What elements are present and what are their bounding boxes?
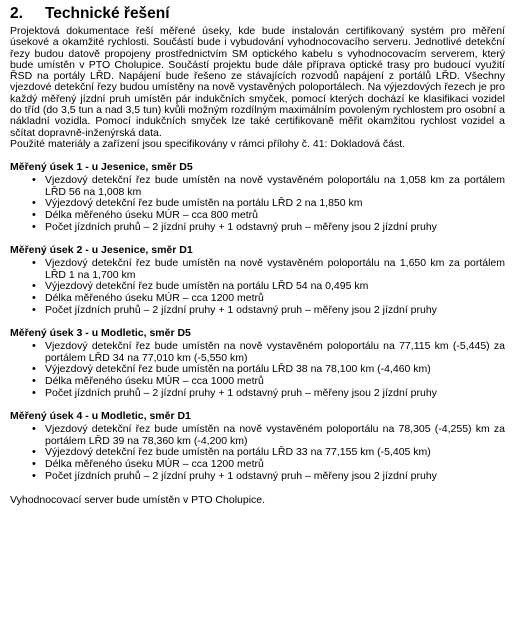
bullet-list [10,424,505,482]
section-title: Technické řešení [44,5,170,22]
bullet-item: • Vjezdový detekční řez bude umístěn na nově vystavěném poloportálu na 77,115 km (-5,445) za portálem LŘD 34 na 77,010 km (-5,550 km) [32,341,505,364]
bullet-list [10,175,505,233]
bullet-item: • Délka měřeného úseku MÚR – cca 1200 metrů [32,293,505,305]
measured-section-4 [10,410,505,482]
bullet-item: • Výjezdový detekční řez bude umístěn na portálu LŘD 2 na 1,850 km [32,198,505,210]
bullet-list [10,341,505,399]
measured-section-title: Měřený úsek 4 - u Modletic, směr D1 [10,410,191,423]
bullet-item: • Vjezdový detekční řez bude umístěn na nově vystavěném poloportálu na 1,650 km za portálem LŘD 1 na 1,700 km [32,258,505,281]
bullet-item: • Výjezdový detekční řez bude umístěn na portálu LŘD 33 na 77,155 km (-5,405 km) [32,447,505,459]
bullet-item: • Délka měřeného úseku MÚR – cca 1200 metrů [32,459,505,471]
bullet-item: • Počet jízdních pruhů – 2 jízdní pruhy + 1 odstavný pruh – měřeny jsou 2 jízdní pruhy [32,471,505,483]
bullet-item: • Délka měřeného úseku MÚR – cca 800 metrů [32,210,505,222]
measured-section-3 [10,327,505,399]
measured-section-title: Měřený úsek 3 - u Modletic, směr D5 [10,327,191,340]
section-heading [10,4,505,23]
bullet-item: • Výjezdový detekční řez bude umístěn na portálu LŘD 38 na 78,100 km (-4,460 km) [32,364,505,376]
bullet-list [10,258,505,316]
intro-paragraph: Projektová dokumentace řeší měřené úseky, kde bude instalován certifikovaný systém pro měření úsekové a okamžité rychlosti. Součástí bude i vybudování vyhodnocovacího serveru. Jednotlivé detekční řezy budou datově propojeny prostřednictvím SM optického kabelu s vyhodnocovacím serverem, který bude umístěn v PTO Cholupice. Součástí projektu bude dále příprava optické trasy pro budoucí využití ŘSD na portály LŘD. Napájení bude řešeno ze stávajících rozvodů napájení z portálů LŘD. Všechny vjezdové detekční řezy budou umístěny na nově vystavěných poloportálech. Na výjezdových řezech je pro každý měřený jízdní pruh umístěn pár indukčních smyček, pomocí kterých dochází ke klasifikaci vozidel do tříd (do 3,5 tun a nad 3,5 tun) kvůli možným rozdílným maximálním povoleným rychlostem pro osobní a nákladní vozidla. Pomocí indukčních smyček lze také certifikovaně měřit okamžitou rychlost vozidel a sčítat dopravně-inženýrská data. [10,25,505,139]
bullet-item: • Počet jízdních pruhů – 2 jízdní pruhy + 1 odstavný pruh – měřeny jsou 2 jízdní pruhy [32,388,505,400]
closing-paragraph: Vyhodnocovací server bude umístěn v PTO Cholupice. [10,494,266,507]
section-number: 2. [10,5,23,22]
measured-section-title: Měřený úsek 1 - u Jesenice, směr D5 [10,161,193,174]
bullet-item: • Počet jízdních pruhů – 2 jízdní pruhy + 1 odstavný pruh – měřeny jsou 2 jízdní pruhy [32,222,505,234]
bullet-item: • Výjezdový detekční řez bude umístěn na portálu LŘD 54 na 0,495 km [32,281,505,293]
bullet-item: • Vjezdový detekční řez bude umístěn na nově vystavěném poloportálu na 1,058 km za portálem LŘD 56 na 1,008 km [32,175,505,198]
measured-section-2 [10,244,505,316]
measured-section-1 [10,161,505,233]
bullet-item: • Délka měřeného úseku MÚR – cca 1000 metrů [32,376,505,388]
materials-note: Použité materiály a zařízení jsou specifikovány v rámci přílohy č. 41: Dokladová část. [10,137,406,150]
bullet-item: • Počet jízdních pruhů – 2 jízdní pruhy + 1 odstavný pruh – měřeny jsou 2 jízdní pruhy [32,305,505,317]
measured-section-title: Měřený úsek 2 - u Jesenice, směr D1 [10,244,193,257]
bullet-item: • Vjezdový detekční řez bude umístěn na nově vystavěném poloportálu na 78,305 (-4,255) km za portálem LŘD 39 na 78,360 km (-4,200 km) [32,424,505,447]
